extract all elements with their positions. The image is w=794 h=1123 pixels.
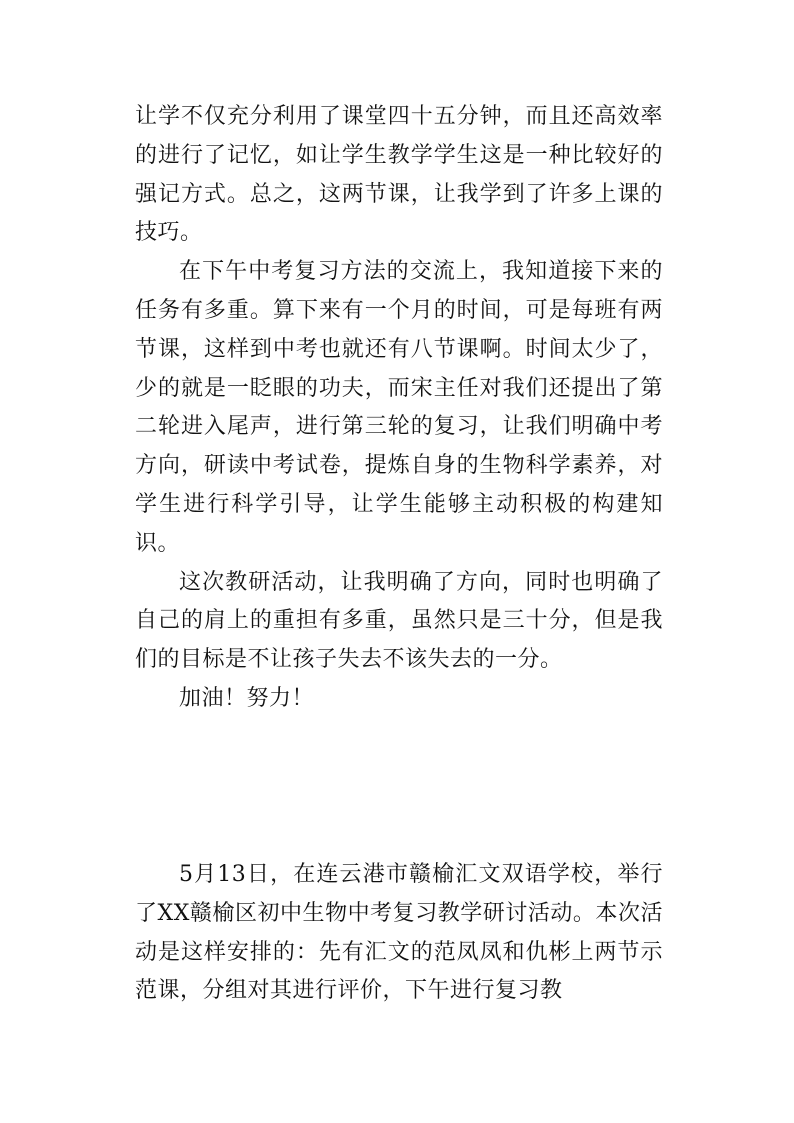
paragraph-teaching-research: 这次教研活动，让我明确了方向，同时也明确了自己的肩上的重担有多重，虽然只是三十分，但是我们的目标是不让孩子失去不该失去的一分。 <box>135 569 663 673</box>
text-section-2 <box>135 856 663 1011</box>
paragraph-event-intro: 5月13日，在连云港市赣榆汇文双语学校，举行了XX赣榆区初中生物中考复习教学研讨活动。本次活动是这样安排的：先有汇文的范凤凤和仇彬上两节示范课，分组对其进行评价，下午进行复习教 <box>135 862 663 1004</box>
paragraph-encouragement: 加油！努力！ <box>179 685 315 711</box>
text-section-1 <box>135 98 663 719</box>
paragraph-review-methods: 在下午中考复习方法的交流上，我知道接下来的任务有多重。算下来有一个月的时间，可是每班有两节课，这样到中考也就还有八节课啊。时间太少了，少的就是一眨眼的功夫，而宋主任对我们还提出了第二轮进入尾声，进行第三轮的复习，让我们明确中考方向，研读中考试卷，提炼自身的生物科学素养，对学生进行科学引导，让学生能够主动积极的构建知识。 <box>135 259 663 556</box>
paragraph-continuation: 让学不仅充分利用了课堂四十五分钟，而且还高效率的进行了记忆，如让学生教学学生这是一种比较好的强记方式。总之，这两节课，让我学到了许多上课的技巧。 <box>135 104 663 246</box>
